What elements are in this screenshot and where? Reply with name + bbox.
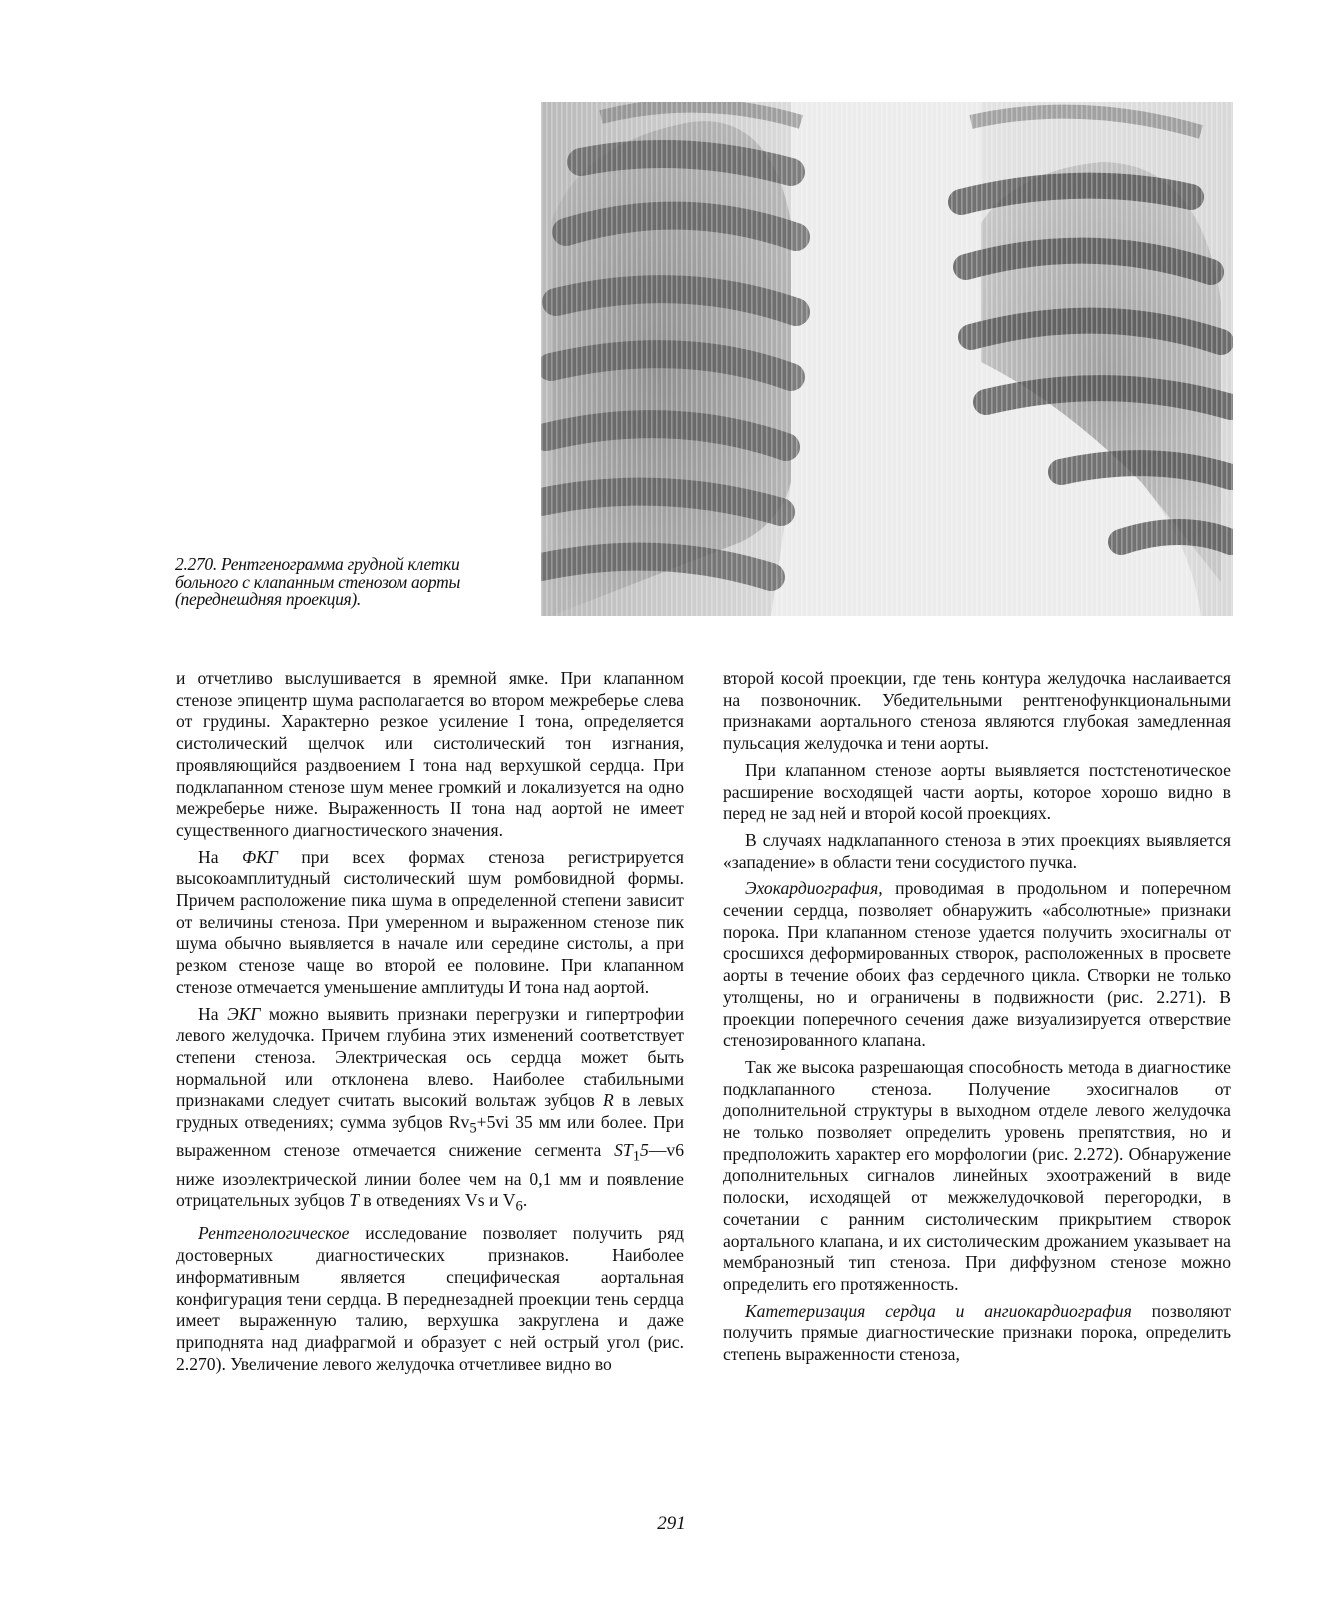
figure-caption [175,556,545,609]
text: +5vi 35 мм или более. При выраженном стенозе отмечается снижение сегмента [176,1112,684,1161]
text: —v6 ниже изоэлектрической линии более чем на 0,1 мм и появление отрицательных зубцов [176,1140,684,1211]
text: позволяют получить прямые диагностические признаки порока, определить степень выраженности стеноза, [723,1300,1231,1365]
symbol: ST [614,1140,633,1161]
paragraph-fkg [176,847,684,999]
paragraph: При клапанном стенозе аорты выявляется постстенотическое расширение восходящей части аорты, которое хорошо видно в перед не зад ней и второй косой проекциях. [723,759,1231,824]
text: На [198,846,242,867]
term: ФКГ [242,846,278,867]
term: Рентгенологическое [198,1223,350,1244]
text: при всех формах стеноза регистрируется высокоамплитудный систолический шум ромбовидной формы. Причем расположение пика шума в определенной степени зависит от величины стеноза. При умеренном и выраженном стенозе пик шума обычно выявляется в начале или середине систолы, а при резком стенозе чаще во второй ее половине. При клапанном стенозе отмечается уменьшение амплитуды И тона над аортой. [176,846,684,997]
subscript: 6 [515,1198,523,1215]
paragraph: Так же высока разрешающая способность метода в диагностике подклапанного стеноза. Получение эхосигналов от дополнительной структуры в выходном отделе левого желудочка не только позволяет определить уровень препятствия, но и предположить характер его морфологии (рис. 2.272). Обнаружение дополнительных сигналов линейных эхоотражений в виде полоски, исходящей от межжелудочковой перегородки, в сочетании с ранним систолическим прикрытием створок аортального клапана, и их систолическим дрожанием указывает на мембранозный тип стеноза. При диффузном стенозе можно определить его протяженность. [723,1056,1231,1294]
text: в левых грудных отведениях; сумма зубцов Rv [176,1090,684,1133]
symbol: T [349,1190,359,1211]
text: На [198,1003,228,1024]
text: можно выявить признаки перегрузки и гипертрофии левого желудочка. Причем глубина этих изменений соответствует степени стеноза. Электрическая ось сердца может быть нормальной или отклонена влево. Наиболее стабильными признаками следует считать высокий вольтаж зубцов [176,1003,684,1111]
term: Катетеризация сердца и ангиокардиография [745,1300,1132,1321]
text: в отведениях Vs и V [359,1190,516,1211]
text: проводимая в продольном и поперечном сечении сердца, позволяет обнаружить «абсолютные» признаки порока. При клапанном стенозе удается получить эхосигналы от сросшихся деформированных створок, расположенных в просвете аорты в течение обоих фаз сердечного цикла. Створки не только утолщены, но и ограничены в подвижности (рис. 2.271). В проекции поперечного сечения даже визуализируется отверствие стенозированного клапана. [723,878,1231,1051]
term: Эхокардиография, [745,878,883,899]
term: ЭКГ [227,1003,261,1024]
paragraph-catheter [723,1301,1231,1366]
subscript: 1 [632,1148,641,1165]
right-text-column [723,668,1231,1371]
text: исследование позволяет получить ряд достоверных диагностических признаков. Наиболее информативным является специфическая аортальная конфигурация тени сердца. В переднезадней проекции тень сердца имеет выраженную талию, верхушка закруглена и даже приподнята над диафрагмой и образует с ней острый угол (рис. 2.270). Увеличение левого желудочка отчетливее видно во [176,1223,684,1374]
caption-line: 2.270. Рентгенограмма грудной клетки [175,554,460,574]
chest-xray-image [541,102,1233,616]
page-number: 291 [657,1513,686,1534]
symbol: R [603,1090,614,1111]
caption-line: больного с клапанным стенозом аорты [175,571,461,592]
caption-line: (переднешдняя проекция). [175,589,361,609]
left-text-column [176,668,684,1380]
paragraph-echo [723,878,1231,1052]
text: . [522,1190,528,1211]
paragraph-ekg [176,1004,684,1219]
subscript: 5 [469,1120,477,1137]
paragraph: второй косой проекции, где тень контура желудочка наслаивается на позвоночник. Убедительными рентгенофункциональными признаками аортального стеноза являются глубокая замедленная пульсация желудочка и тени аорты. [723,668,1231,754]
paragraph: и отчетливо выслушивается в яремной ямке. При клапанном стенозе эпицентр шума располагается во втором межреберье слева от грудины. Характерно резкое усиление I тона, определяется систолический щелчок или систолический тон изгнания, проявляющийся раздвоением I тона над верхушкой сердца. При подклапанном стенозе шум менее громкий и локализуется на одно межреберье ниже. Выраженность II тона над аортой не имеет существенного диагностического значения. [176,668,684,840]
paragraph-xray [176,1223,684,1375]
symbol: 5 [640,1140,649,1161]
paragraph: В случаях надклапанного стеноза в этих проекциях выявляется «западение» в области тени сосудистого пучка. [723,829,1231,872]
